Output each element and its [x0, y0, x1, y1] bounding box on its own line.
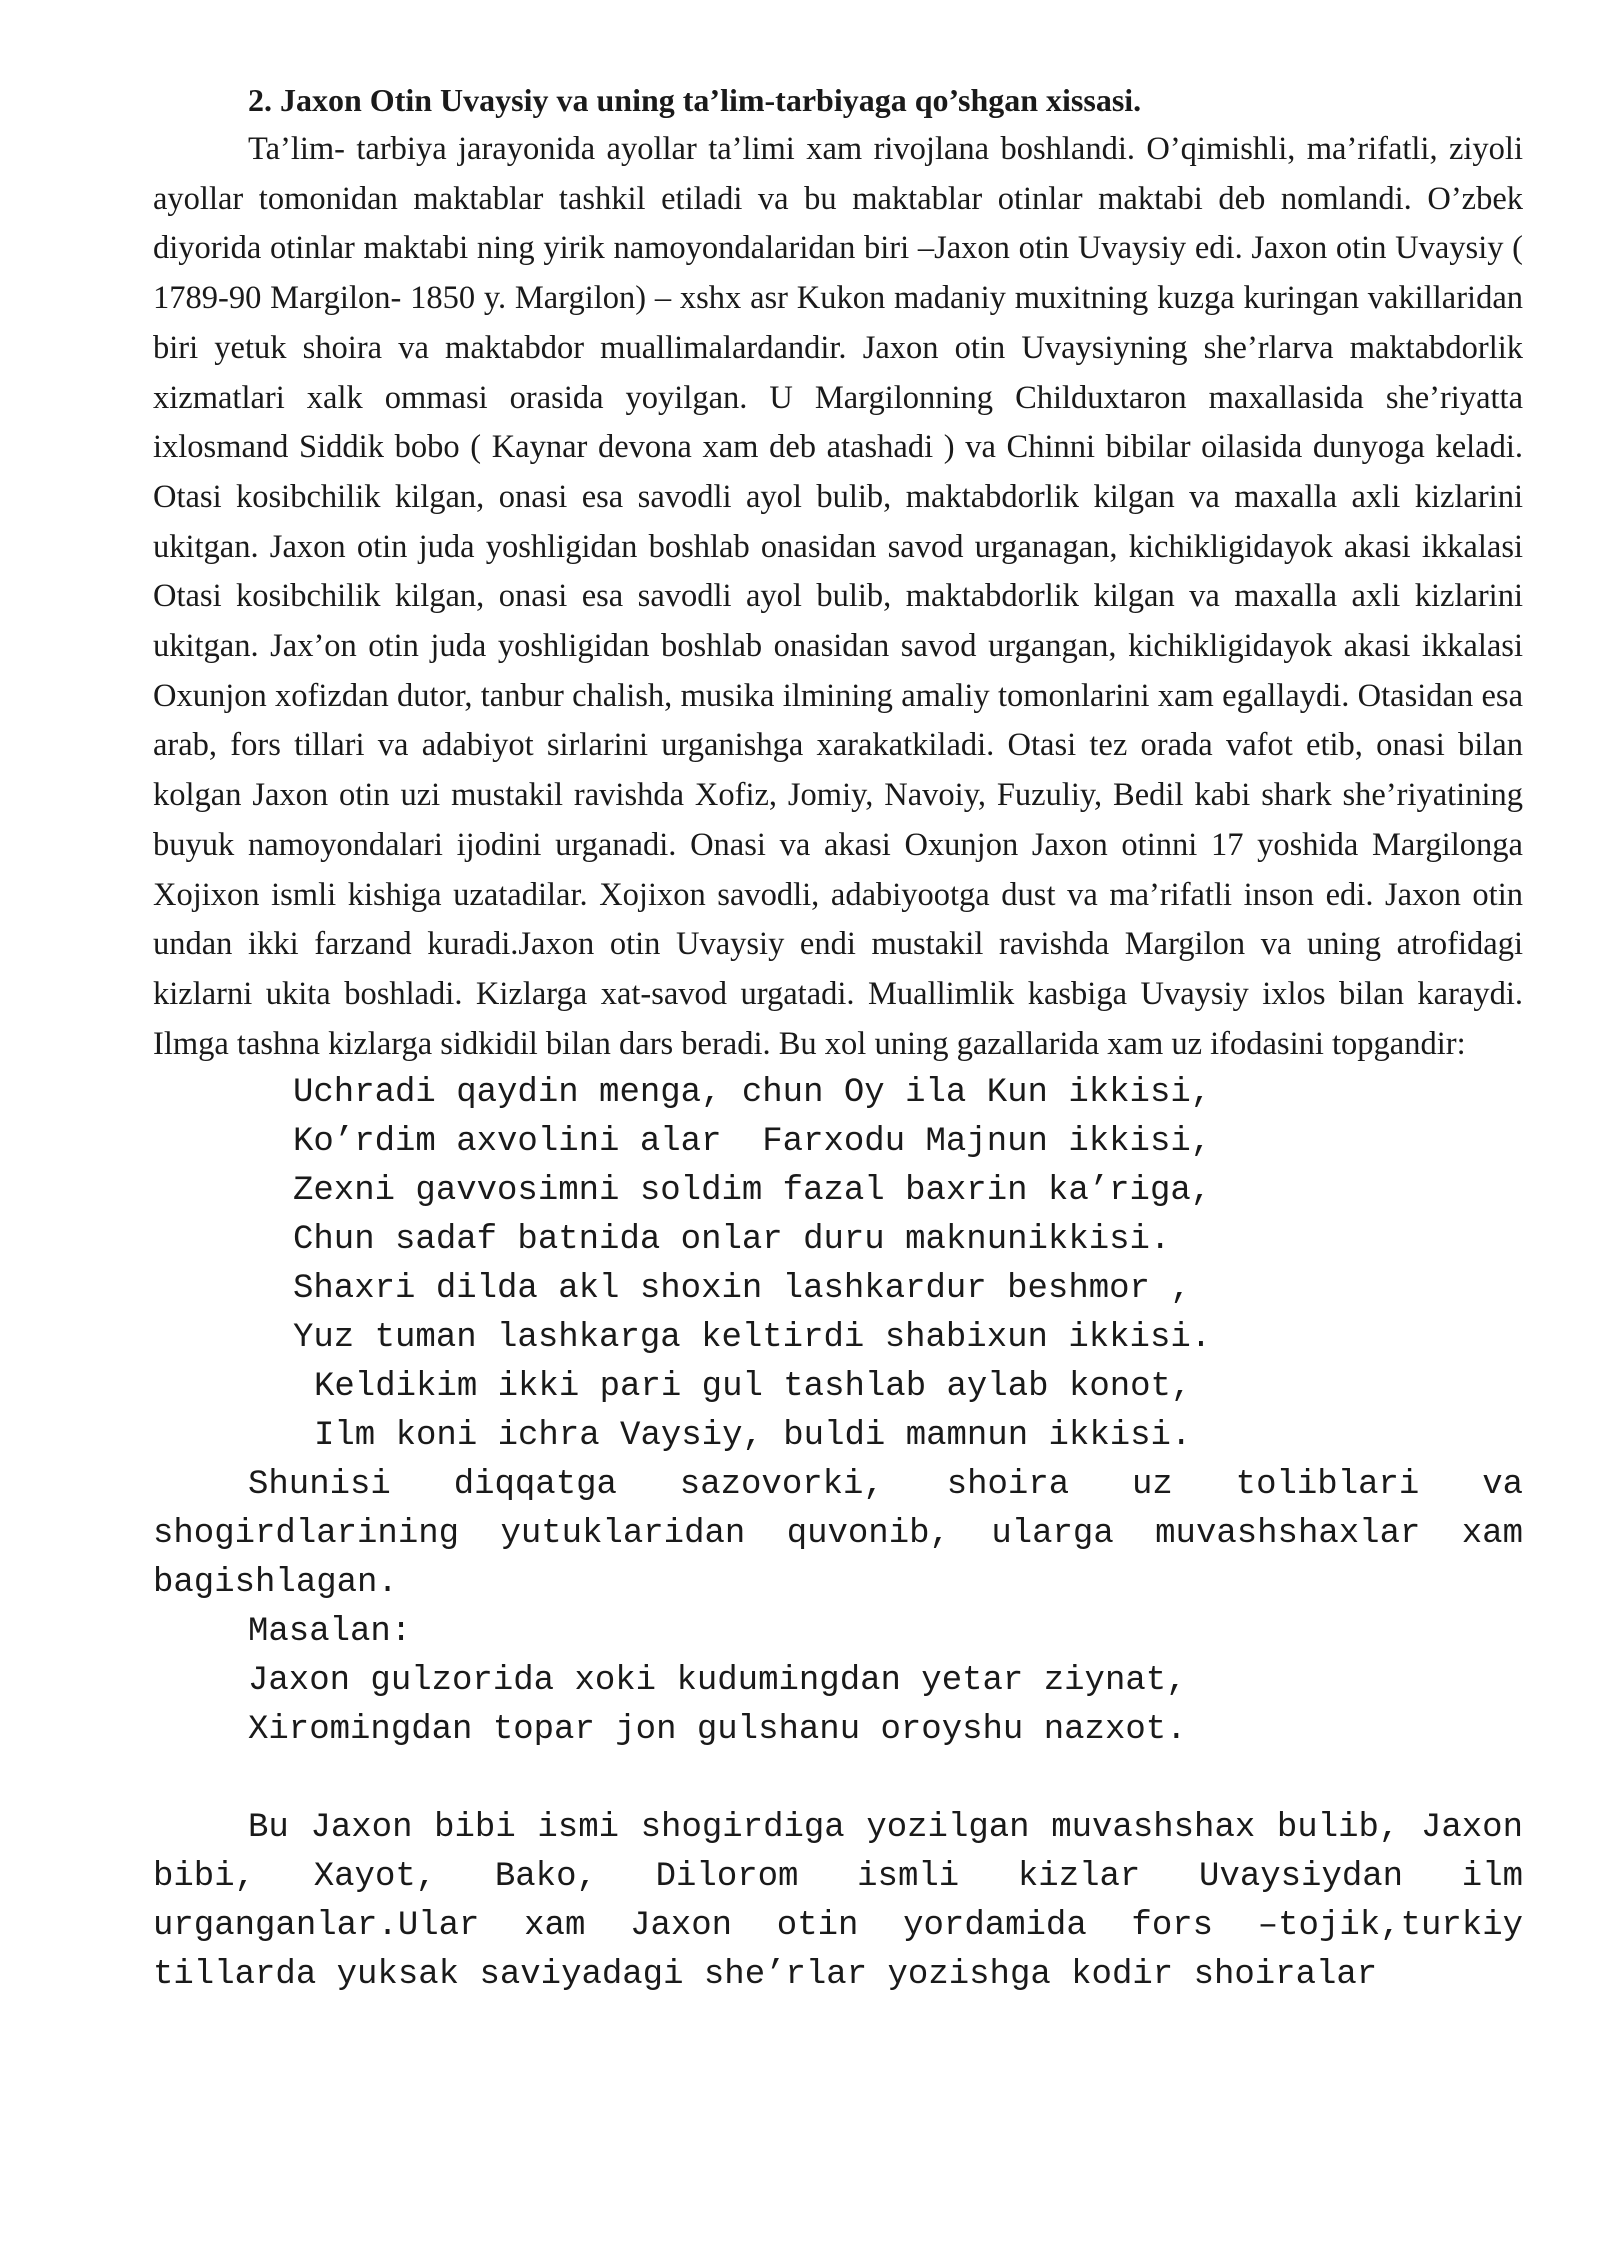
poem-line: Keldikim ikki pari gul tashlab aylab konot, [314, 1368, 1192, 1407]
paragraph-intro: Ta’lim- tarbiya jarayonida ayollar ta’limi xam rivojlana boshlandi. O’qimishli, ma’rifatli, ziyoli ayollar tomonidan maktablar tashkil etiladi va bu maktablar otinlar maktabi deb nomlandi. O’zbek diyorida otinlar maktabi ning yirik namoyondalaridan biri –Jaxon otin Uvaysiy edi. Jaxon otin Uvaysiy ( 1789-90 Margilon- 1850 y. Margilon) – xshx asr Kukon madaniy muxitning kuzga kuringan vakillaridan biri yetuk shoira va maktabdor muallimalardandir. Jaxon otin Uvaysiyning she’rlarva maktabdorlik xizmatlari xalk ommasi orasida yoyilgan. U Margilonning Childuxtaron maxallasida she’riyatta ixlosmand Siddik bobo ( Kaynar devona xam deb atashadi ) va Chinni bibilar oilasida dunyoga keladi. Otasi kosibchilik kilgan, onasi esa savodli ayol bulib, maktabdorlik kilgan va maxalla axli kizlarini ukitgan. Jaxon otin juda yoshligidan boshlab onasidan savod urganagan, kichikligidayok akasi ikkalasi Otasi kosibchilik kilgan, onasi esa savodli ayol bulib, maktabdorlik kilgan va maxalla axli kizlarini ukitgan. Jax’on otin juda yoshligidan boshlab onasidan savod urgangan, kichikligidayok akasi ikkalasi Oxunjon xofizdan dutor, tanbur chalish, musika ilmining amaliy tomonlarini xam egallaydi. Otasidan esa arab, fors tillari va adabiyot sirlarini urganishga xarakatkiladi. Otasi tez orada vafot etib, onasi bilan kolgan Jaxon otin uzi mustakil ravishda Xofiz, Jomiy, Navoiy, Fuzuliy, Bedil kabi shark she’riyatining buyuk namoyondalari ijodini urganadi. Onasi va akasi Oxunjon Jaxon otinni 17 yoshida Margilonga Xojixon ismli kishiga uzatadilar. Xojixon savodli, adabiyootga dust va ma’rifatli inson edi. Jaxon otin undan ikki farzand kuradi.Jaxon otin Uvaysiy endi mustakil ravishda Margilon va uning atrofidagi kizlarni ukita boshladi. Kizlarga xat-savod urgatadi. Muallimlik kasbiga Uvaysiy ixlos bilan karaydi. Ilmga tashna kizlarga sidkidil bilan dars beradi. Bu xol uning gazallarida xam uz ifodasini topgandir: [153, 131, 1523, 1062]
document-body [153, 75, 1523, 2000]
poem-muvashshax-line: Xiromingdan topar jon gulshanu oroyshu nazxot. [248, 1711, 1187, 1750]
paragraph-disciples: Bu Jaxon bibi ismi shogirdiga yozilgan muvashshax bulib, Jaxon bibi, Xayot, Bako, Dilorom ismli kizlar Uvaysiydan ilm urganganlar.Ular xam Jaxon otin yordamida fors –tojik,turkiy tillarda yuksak saviyadagi she’rlar yozishga kodir shoiralar [153, 1809, 1523, 1995]
poem-line: Yuz tuman lashkarga keltirdi shabixun ikkisi. [293, 1319, 1212, 1358]
example-label: Masalan: [248, 1613, 412, 1652]
poem-line: Ilm koni ichra Vaysiy, buldi mamnun ikkisi. [314, 1417, 1192, 1456]
poem-line: Shaxri dilda akl shoxin lashkardur beshmor , [293, 1270, 1191, 1309]
poem-muvashshax-line: Jaxon gulzorida xoki kudumingdan yetar ziynat, [248, 1662, 1187, 1701]
paragraph-students: Shunisi diqqatga sazovorki, shoira uz toliblari va shogirdlarining yutuklaridan quvonib, ularga muvashshaxlar xam bagishlagan. [153, 1466, 1523, 1603]
poem-line: Zexni gavvosimni soldim fazal baxrin ka’riga, [293, 1172, 1212, 1211]
poem-ghazal [153, 1069, 1523, 1461]
poem-line: Chun sadaf batnida onlar duru maknunikkisi. [293, 1221, 1171, 1260]
poem-line: Ko’rdim axvolini alar Farxodu Majnun ikkisi, [293, 1123, 1212, 1162]
section-heading: 2. Jaxon Otin Uvaysiy va uning ta’lim-tarbiyaga qo’shgan xissasi. [248, 82, 1142, 118]
blank-line [153, 1755, 1523, 1804]
poem-line: Uchradi qaydin menga, chun Oy ila Kun ikkisi, [293, 1074, 1212, 1113]
